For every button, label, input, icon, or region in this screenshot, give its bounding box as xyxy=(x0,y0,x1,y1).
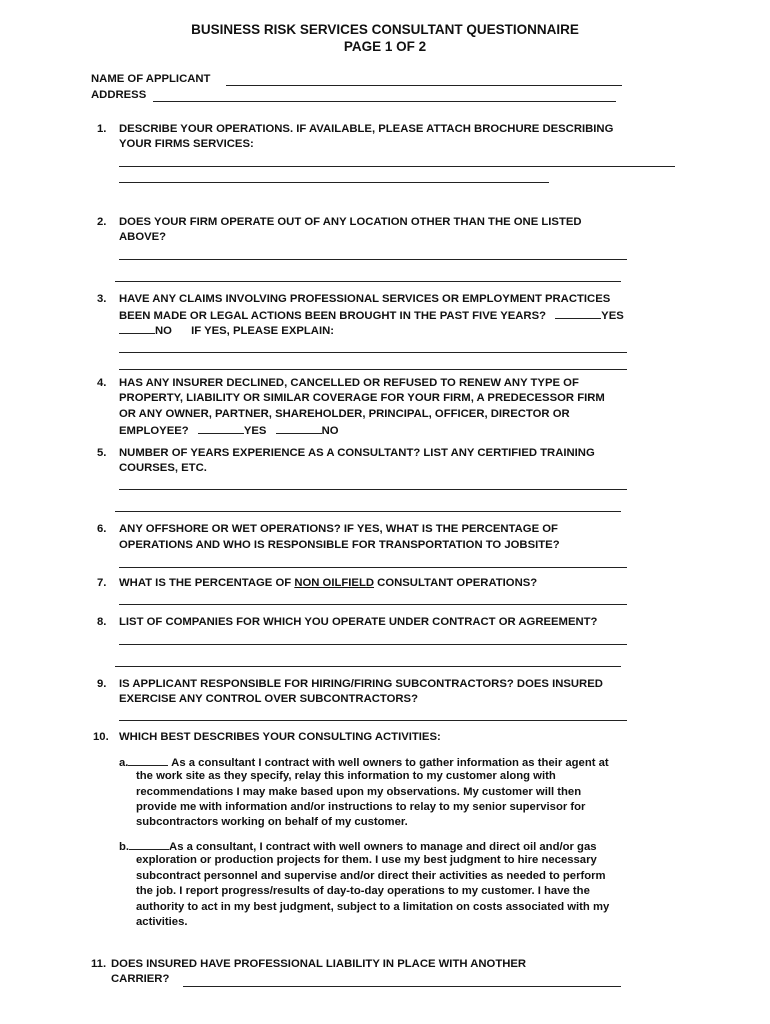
question-text: WHAT IS THE PERCENTAGE OF NON OILFIELD CONSULTANT OPERATIONS? xyxy=(119,577,538,589)
question-text: OPERATIONS AND WHO IS RESPONSIBLE FOR TRANSPORTATION TO JOBSITE? xyxy=(119,539,560,551)
question-text: IS APPLICANT RESPONSIBLE FOR HIRING/FIRING SUBCONTRACTORS? DOES INSURED xyxy=(119,678,603,690)
question-text: PROPERTY, LIABILITY OR SIMILAR COVERAGE FOR YOUR FIRM, A PREDECESSOR FIRM xyxy=(119,392,605,404)
yes-blank[interactable] xyxy=(198,422,244,434)
option-a-text: provide me with information and/or instructions to relay to my senior supervisor for xyxy=(136,801,586,813)
question-text: YOUR FIRMS SERVICES: xyxy=(119,138,254,150)
option-b-text: As a consultant, I contract with well owners to manage and direct oil and/or gas xyxy=(169,841,597,853)
question-text: DOES INSURED HAVE PROFESSIONAL LIABILITY IN PLACE WITH ANOTHER xyxy=(111,958,527,970)
question-text: EMPLOYEE? xyxy=(119,425,189,437)
answer-line[interactable] xyxy=(119,369,627,370)
applicant-name-label: NAME OF APPLICANT xyxy=(91,73,211,85)
question-text: CARRIER? xyxy=(111,973,170,985)
option-b-prefix: b. xyxy=(119,841,130,853)
question-text: DESCRIBE YOUR OPERATIONS. IF AVAILABLE, PLEASE ATTACH BROCHURE DESCRIBING xyxy=(119,123,614,135)
question-text: EXERCISE ANY CONTROL OVER SUBCONTRACTORS? xyxy=(119,693,418,705)
answer-line[interactable] xyxy=(119,166,675,167)
question-text: HAS ANY INSURER DECLINED, CANCELLED OR REFUSED TO RENEW ANY TYPE OF xyxy=(119,377,579,389)
option-a-text: As a consultant I contract with well owners to gather information as their agent at xyxy=(171,757,609,769)
answer-line[interactable] xyxy=(119,352,627,353)
answer-line[interactable] xyxy=(183,986,621,987)
option-b-blank[interactable] xyxy=(129,838,169,850)
yes-label: YES xyxy=(243,425,267,437)
question-text: OR ANY OWNER, PARTNER, SHAREHOLDER, PRINCIPAL, OFFICER, DIRECTOR OR xyxy=(119,408,570,420)
no-label: NO xyxy=(155,325,172,337)
question-text: ABOVE? xyxy=(119,231,167,243)
question-text: DOES YOUR FIRM OPERATE OUT OF ANY LOCATION OTHER THAN THE ONE LISTED xyxy=(119,216,582,228)
option-a-prefix: a. xyxy=(119,757,129,769)
question-text: BEEN MADE OR LEGAL ACTIONS BEEN BROUGHT IN THE PAST FIVE YEARS? xyxy=(119,310,547,322)
answer-line[interactable] xyxy=(115,511,621,512)
question-number: 5. xyxy=(97,447,107,459)
question-text: NUMBER OF YEARS EXPERIENCE AS A CONSULTANT? LIST ANY CERTIFIED TRAINING xyxy=(119,447,595,459)
emphasis-non-oilfield: NON OILFIELD xyxy=(294,577,375,589)
question-text: WHICH BEST DESCRIBES YOUR CONSULTING ACTIVITIES: xyxy=(119,731,441,743)
question-number: 8. xyxy=(97,616,107,628)
option-b-text: subcontract personnel and supervise and/or direct their activities as needed to perform xyxy=(136,870,606,882)
option-a-text: recommendations I may make based upon my observations. My customer will then xyxy=(136,786,582,798)
applicant-address-field[interactable] xyxy=(153,101,616,102)
question-number: 2. xyxy=(97,216,107,228)
question-text: HAVE ANY CLAIMS INVOLVING PROFESSIONAL SERVICES OR EMPLOYMENT PRACTICES xyxy=(119,293,611,305)
answer-line[interactable] xyxy=(119,644,627,645)
question-text: IF YES, PLEASE EXPLAIN: xyxy=(191,325,335,337)
question-number: 10. xyxy=(93,731,109,743)
answer-line[interactable] xyxy=(115,666,621,667)
no-blank[interactable] xyxy=(119,322,155,334)
answer-line[interactable] xyxy=(119,259,627,260)
document-title: BUSINESS RISK SERVICES CONSULTANT QUESTIONNAIRE xyxy=(191,22,579,37)
no-blank[interactable] xyxy=(276,422,322,434)
no-label: NO xyxy=(321,425,339,437)
option-b-text: authority to act in my best judgment, subject to a limitation on costs associated with my xyxy=(136,901,610,913)
question-number: 6. xyxy=(97,523,107,535)
question-number: 11. xyxy=(91,958,107,970)
yes-blank[interactable] xyxy=(555,307,601,319)
question-text: ANY OFFSHORE OR WET OPERATIONS? IF YES, WHAT IS THE PERCENTAGE OF xyxy=(119,523,558,535)
question-number: 1. xyxy=(97,123,107,135)
option-a-blank[interactable] xyxy=(128,754,168,766)
option-a-text: subcontractors working on behalf of my customer. xyxy=(136,816,408,828)
page-indicator: PAGE 1 OF 2 xyxy=(343,39,427,54)
option-b-text: the job. I report progress/results of day-to-day operations to my customer. I have the xyxy=(136,885,590,897)
yes-label: YES xyxy=(601,310,624,322)
answer-line[interactable] xyxy=(119,604,627,605)
option-a-text: the work site as they specify, relay this information to my customer along with xyxy=(136,770,556,782)
question-number: 7. xyxy=(97,577,107,589)
answer-line[interactable] xyxy=(119,567,627,568)
question-text: LIST OF COMPANIES FOR WHICH YOU OPERATE UNDER CONTRACT OR AGREEMENT? xyxy=(119,616,598,628)
question-number: 9. xyxy=(97,678,107,690)
question-number: 4. xyxy=(97,377,107,389)
option-b-text: activities. xyxy=(136,916,188,928)
answer-line[interactable] xyxy=(119,182,549,183)
option-b-text: exploration or production projects for them. I use my best judgment to hire necessary xyxy=(136,854,597,866)
question-text: COURSES, ETC. xyxy=(119,462,207,474)
question-number: 3. xyxy=(97,293,107,305)
answer-line[interactable] xyxy=(119,720,627,721)
applicant-name-field[interactable] xyxy=(226,85,622,86)
applicant-address-label: ADDRESS xyxy=(91,89,147,101)
answer-line[interactable] xyxy=(115,281,621,282)
answer-line[interactable] xyxy=(119,489,627,490)
